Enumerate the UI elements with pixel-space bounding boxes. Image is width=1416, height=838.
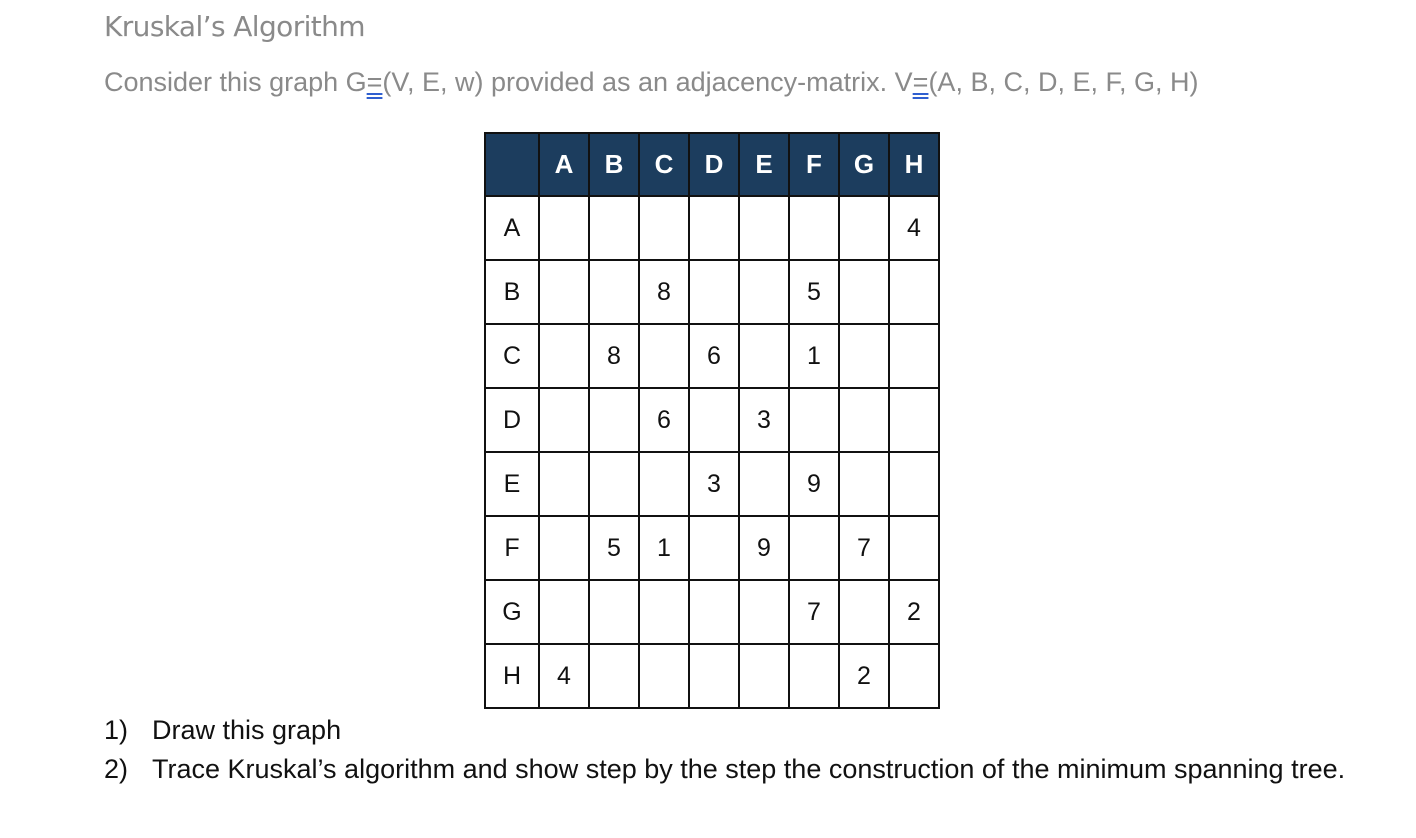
matrix-row (485, 516, 939, 580)
matrix-cell: 8 (639, 260, 689, 324)
matrix-cell: 5 (589, 516, 639, 580)
column-header-b: B (589, 133, 639, 196)
matrix-cell (589, 260, 639, 324)
matrix-cell (589, 644, 639, 708)
matrix-cell (689, 260, 739, 324)
matrix-cell (589, 452, 639, 516)
matrix-cell (539, 580, 589, 644)
column-header-e: E (739, 133, 789, 196)
matrix-cell: 2 (889, 580, 939, 644)
matrix-cell (639, 452, 689, 516)
matrix-cell: 4 (889, 196, 939, 260)
matrix-cell (539, 196, 589, 260)
matrix-cell (589, 196, 639, 260)
row-header-e: E (485, 452, 539, 516)
matrix-cell (589, 388, 639, 452)
matrix-cell: 5 (789, 260, 839, 324)
matrix-cell: 7 (839, 516, 889, 580)
matrix-row (485, 644, 939, 708)
column-header-g: G (839, 133, 889, 196)
row-header-f: F (485, 516, 539, 580)
task-number: 1) (104, 715, 129, 745)
matrix-cell: 6 (639, 388, 689, 452)
task-text: Trace Kruskal’s algorithm and show step by the step the construction of the minimum spanning tree. (152, 754, 1346, 784)
matrix-cell (539, 452, 589, 516)
matrix-cell (839, 452, 889, 516)
matrix-cell (789, 388, 839, 452)
matrix-cell (539, 388, 589, 452)
matrix-cell (539, 516, 589, 580)
matrix-cell: 9 (789, 452, 839, 516)
row-header-c: C (485, 324, 539, 388)
matrix-row (485, 452, 939, 516)
matrix-cell: 6 (689, 324, 739, 388)
matrix-cell (739, 580, 789, 644)
matrix-body (485, 196, 939, 708)
matrix-cell: 2 (839, 644, 889, 708)
matrix-cell (539, 324, 589, 388)
row-header-g: G (485, 580, 539, 644)
matrix-cell (789, 516, 839, 580)
row-header-b: B (485, 260, 539, 324)
matrix-cell: 7 (789, 580, 839, 644)
matrix-cell (539, 260, 589, 324)
matrix-row (485, 260, 939, 324)
matrix-cell (689, 644, 739, 708)
matrix-cell: 9 (739, 516, 789, 580)
intro-middle: (V, E, w) provided as an adjacency-matrix. V (382, 67, 913, 97)
matrix-cell (739, 644, 789, 708)
matrix-cell (789, 196, 839, 260)
task-item (104, 712, 1374, 748)
matrix-cell (889, 452, 939, 516)
matrix-cell (839, 196, 889, 260)
task-item (104, 751, 1374, 787)
matrix-cell: 4 (539, 644, 589, 708)
matrix-cell (839, 260, 889, 324)
matrix-cell (689, 580, 739, 644)
task-list (104, 712, 1374, 790)
matrix-cell (889, 388, 939, 452)
matrix-cell (639, 196, 689, 260)
matrix-row (485, 324, 939, 388)
task-number: 2) (104, 754, 129, 784)
column-header-f: F (789, 133, 839, 196)
matrix-cell (789, 644, 839, 708)
intro-prefix: Consider this graph G (104, 67, 367, 97)
intro-paragraph (104, 67, 1198, 98)
matrix-cell (839, 324, 889, 388)
matrix-cell (639, 644, 689, 708)
matrix-cell (739, 260, 789, 324)
matrix-cell (639, 580, 689, 644)
row-header-a: A (485, 196, 539, 260)
matrix-cell (689, 196, 739, 260)
matrix-cell (889, 644, 939, 708)
matrix-cell: 1 (789, 324, 839, 388)
matrix-row (485, 388, 939, 452)
matrix-cell: 1 (639, 516, 689, 580)
row-header-h: H (485, 644, 539, 708)
matrix-cell: 3 (689, 452, 739, 516)
task-text: Draw this graph (152, 715, 342, 745)
column-header-h: H (889, 133, 939, 196)
adjacency-matrix (484, 132, 940, 709)
matrix-header-row (485, 133, 939, 196)
matrix-cell (739, 196, 789, 260)
matrix-corner-cell (485, 133, 539, 196)
matrix-cell: 3 (739, 388, 789, 452)
matrix-cell (689, 388, 739, 452)
column-header-a: A (539, 133, 589, 196)
intro-suffix: (A, B, C, D, E, F, G, H) (928, 67, 1199, 97)
matrix-cell (689, 516, 739, 580)
matrix-row (485, 196, 939, 260)
matrix-cell (739, 324, 789, 388)
matrix-cell (889, 516, 939, 580)
matrix-header (485, 133, 939, 196)
matrix-row (485, 580, 939, 644)
matrix-cell (739, 452, 789, 516)
matrix-cell (589, 580, 639, 644)
matrix-cell (889, 324, 939, 388)
column-header-d: D (689, 133, 739, 196)
matrix-cell: 8 (589, 324, 639, 388)
matrix-cell (839, 388, 889, 452)
row-header-d: D (485, 388, 539, 452)
matrix-cell (639, 324, 689, 388)
document-title: Kruskal’s Algorithm (104, 10, 365, 43)
intro-equals-1: = (366, 67, 383, 97)
matrix-cell (889, 260, 939, 324)
column-header-c: C (639, 133, 689, 196)
matrix-cell (839, 580, 889, 644)
intro-equals-2: = (912, 67, 929, 97)
